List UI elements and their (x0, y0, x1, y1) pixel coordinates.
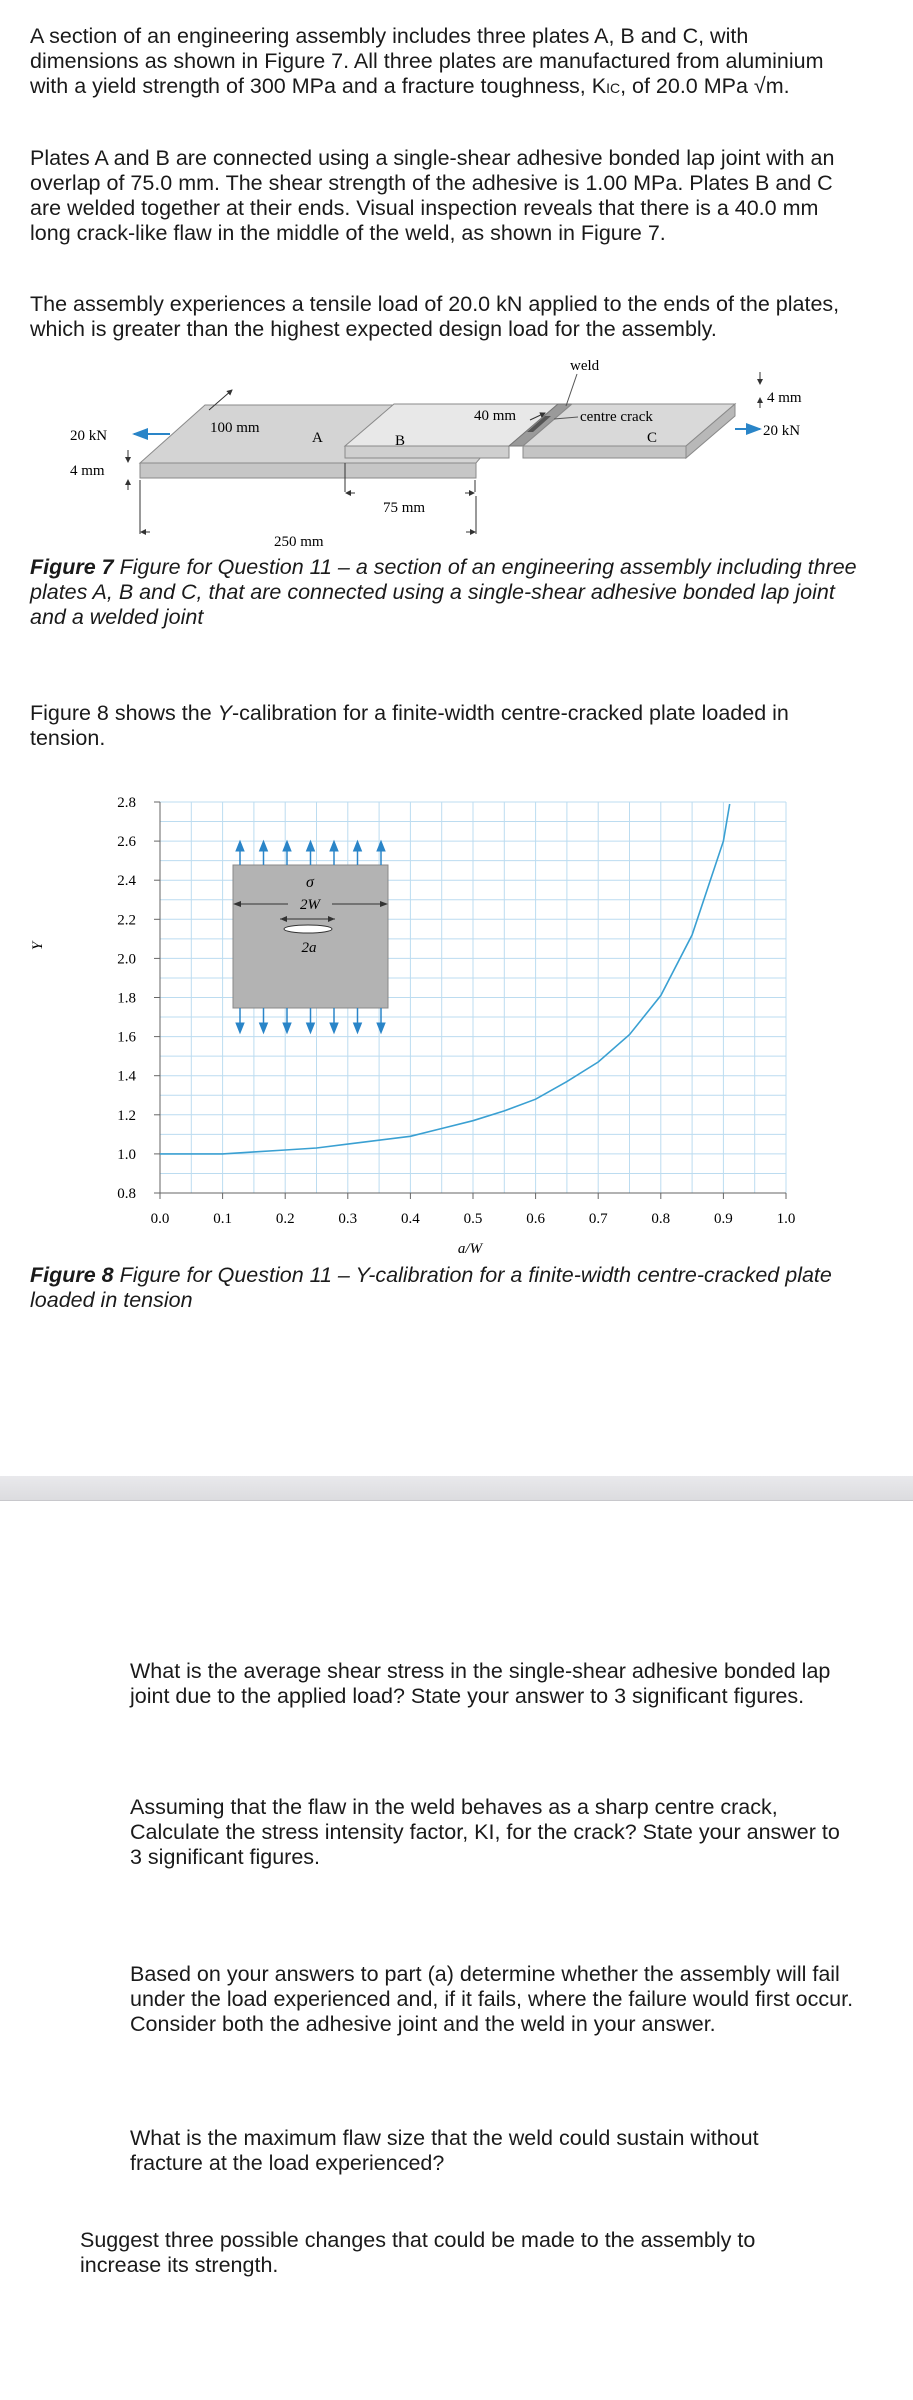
y-tick-label: 2.0 (117, 951, 136, 968)
centre-cracked-plate-inset (233, 841, 388, 1033)
intro-paragraph-1 (30, 24, 860, 101)
x-tick-label: 0.3 (338, 1211, 358, 1227)
x-axis-label: a/W (457, 1241, 483, 1255)
intro-paragraph-2: Plates A and B are connected using a single-shear adhesive bonded lap joint with an overlap of 75.0 mm. The shear strength of the adhesive is 1.00 MPa. Plates B and C are welded together at their ends. Visual inspection reveals that there is a 40.0 mm long crack-like flaw in the middle of the weld, as shown in Figure 7. (30, 146, 835, 245)
plate-b-label: B (395, 433, 406, 449)
x-tick-label: 1.0 (776, 1211, 796, 1227)
figure-7-diagram (0, 350, 913, 550)
x-tick-label: 0.9 (714, 1211, 733, 1227)
question-c: Based on your answers to part (a) determine whether the assembly will fail under the load experienced and, if it fails, where the failure would first occur. Consider both the adhesive joint and the weld in your answer. (130, 1962, 854, 2036)
y-tick-label: 2.2 (117, 912, 136, 929)
x-tick-label: 0.1 (213, 1211, 232, 1227)
intro-text-1b: , of 20.0 MPa √m. (620, 74, 790, 98)
section-divider (0, 1476, 913, 1501)
question-e: Suggest three possible changes that could be made to the assembly to increase its strength. (80, 2228, 756, 2277)
crack-2a-label: 2a (301, 940, 317, 956)
y-tick-label: 1.0 (117, 1146, 136, 1163)
intro-paragraph-3: The assembly experiences a tensile load of 20.0 kN applied to the ends of the plates, which is greater than the highest expected design load for the assembly. (30, 292, 840, 341)
figure-8-intro-a: Figure 8 shows the (30, 701, 218, 725)
kic-subscript: IC (606, 80, 621, 96)
figure-8-caption-bold: Figure 8 (30, 1263, 114, 1287)
x-tick-label: 0.7 (588, 1211, 608, 1227)
figure-7-caption (30, 555, 870, 630)
crack-length-label: 40 mm (474, 408, 517, 424)
question-d: What is the maximum flaw size that the weld could sustain without fracture at the load experienced? (130, 2126, 759, 2175)
figure-7-caption-text: Figure for Question 11 – a section of an engineering assembly including three plates A, B and C, that are connected using a single-shear adhesive bonded lap joint and a welded joint (30, 555, 857, 629)
plate-a-edge (140, 463, 476, 478)
x-tick-label: 0.8 (651, 1211, 671, 1227)
y-tick-label: 0.8 (117, 1186, 136, 1202)
sigma-label: σ (306, 874, 314, 891)
y-axis-label: Y (30, 941, 46, 951)
x-tick-label: 0.4 (401, 1211, 420, 1227)
plate-c-label: C (647, 430, 658, 446)
question-a: What is the average shear stress in the single-shear adhesive bonded lap joint due to the applied load? State your answer to 3 significant figures. (130, 1659, 831, 1708)
plate-a-label: A (312, 430, 323, 446)
y-tick-label: 2.8 (117, 795, 136, 811)
y-tick-label: 1.4 (117, 1068, 136, 1085)
width-2w-label: 2W (300, 897, 320, 913)
overlap-label: 75 mm (383, 500, 426, 516)
figure-8-caption-text: Figure for Question 11 – Y-calibration for a finite-width centre-cracked plate loaded in tension (30, 1263, 832, 1312)
figure-8-intro-b: -calibration for a finite-width centre-cracked plate loaded in tension. (30, 701, 789, 750)
figure-8-intro-y: Y (217, 701, 232, 725)
left-load-label: 20 kN (70, 428, 108, 444)
x-tick-label: 0.5 (463, 1211, 483, 1227)
intro-text-1a: A section of an engineering assembly includes three plates A, B and C, with dimensions as shown in Figure 7. All three plates are manufactured from aluminium with a yield strength of 300 MPa and a fracture toughness, K (30, 24, 824, 98)
y-tick-label: 1.2 (117, 1107, 136, 1124)
crack-ellipse (284, 925, 332, 933)
right-load-label: 20 kN (763, 423, 801, 439)
y-tick-label: 2.4 (117, 873, 136, 890)
plate-c-edge (523, 446, 686, 458)
chart-ticks (117, 795, 795, 1227)
y-tick-label: 1.8 (117, 990, 136, 1007)
figure-7-caption-bold: Figure 7 (30, 555, 114, 579)
plate-b-edge (345, 446, 509, 458)
weld-label: weld (570, 358, 600, 374)
x-tick-label: 0.6 (526, 1211, 545, 1227)
y-tick-label: 2.6 (117, 834, 136, 851)
y-tick-label: 1.6 (117, 1029, 136, 1046)
width-label: 100 mm (210, 420, 260, 436)
left-thickness-label: 4 mm (70, 463, 105, 479)
figure-8-intro (30, 701, 860, 751)
question-b: Assuming that the flaw in the weld behaves as a sharp centre crack, Calculate the stress intensity factor, KI, for the crack? State your answer to 3 significant figures. (130, 1795, 840, 1869)
x-tick-label: 0.2 (275, 1211, 295, 1227)
right-thickness-label: 4 mm (767, 390, 802, 406)
length-label: 250 mm (274, 534, 324, 550)
centre-crack-label: centre crack (580, 409, 653, 425)
figure-8-chart (0, 785, 913, 1255)
figure-8-caption (30, 1263, 870, 1313)
x-tick-label: 0.0 (150, 1211, 170, 1227)
